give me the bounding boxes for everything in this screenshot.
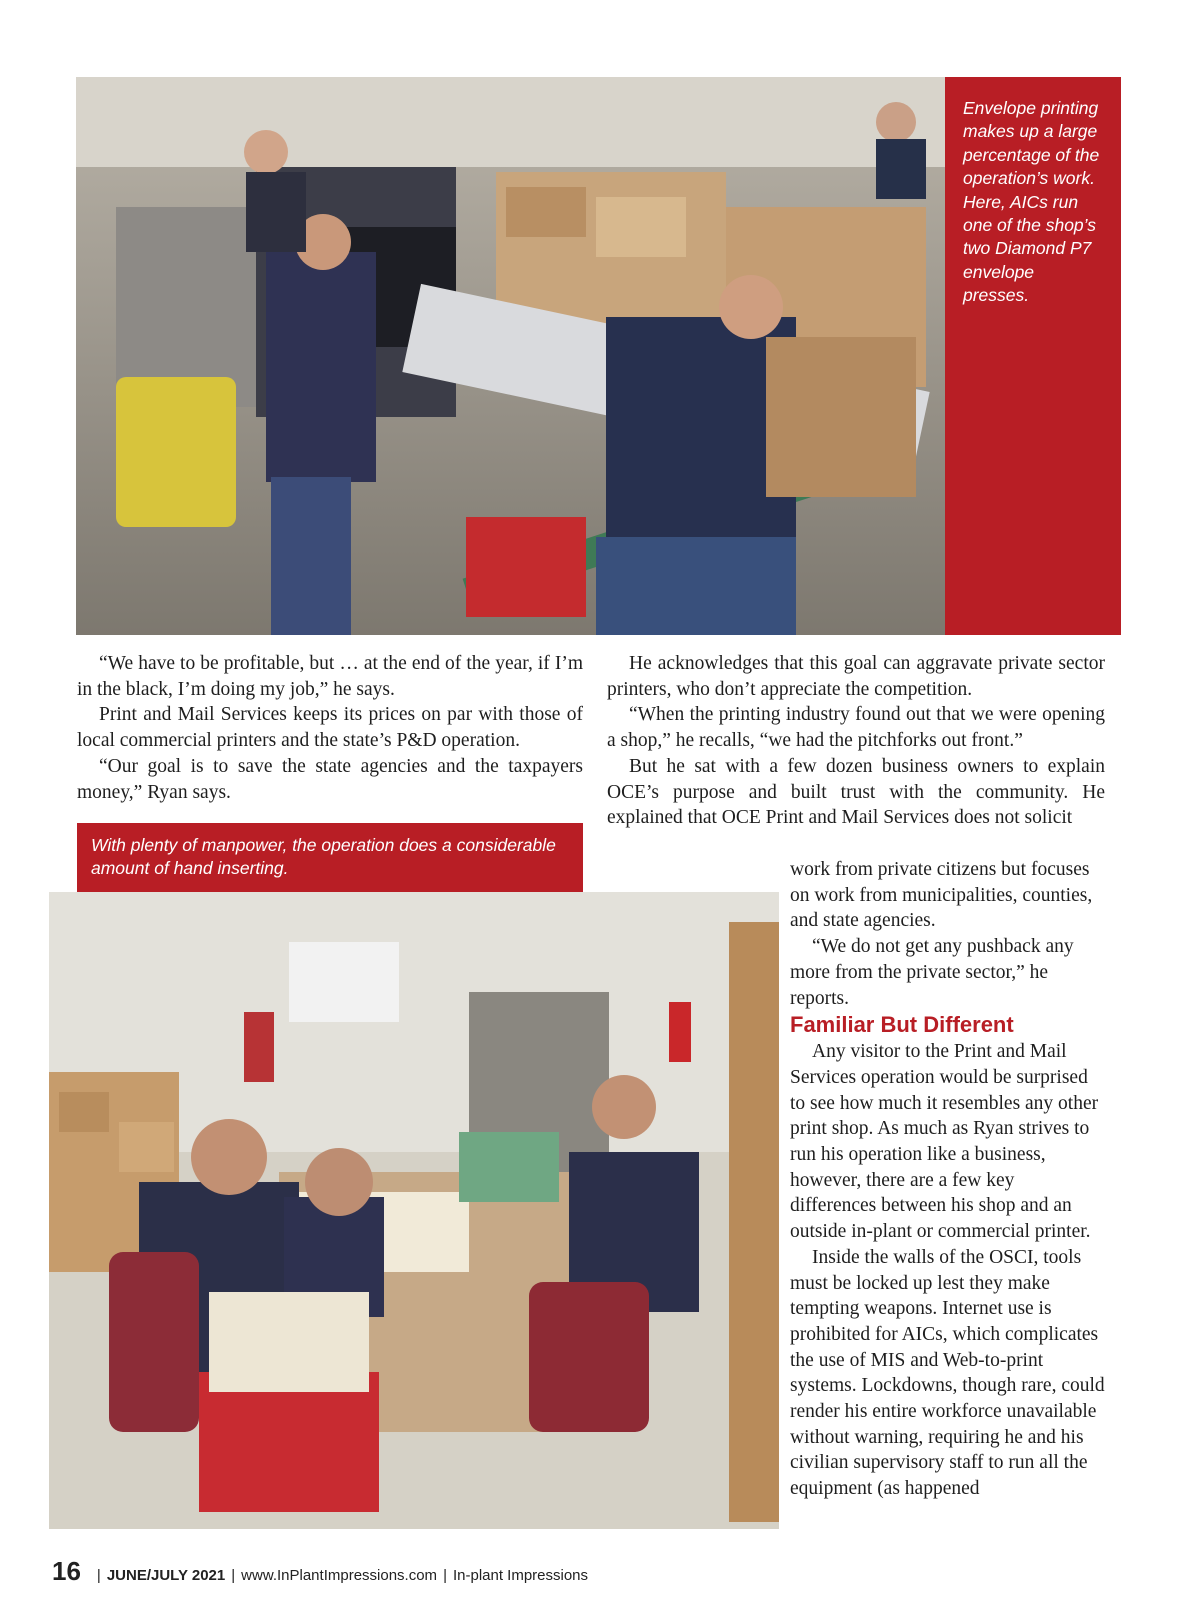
page-number: 16 [52, 1556, 81, 1586]
paragraph: “When the printing industry found out that we were opening a shop,” he recalls, “we had the pitchforks out front.” [607, 704, 1105, 752]
website-url: www.InPlantImpressions.com [241, 1567, 438, 1584]
paragraph: “Our goal is to save the state agencies and the taxpayers money,” Ryan says. [77, 755, 583, 803]
envelope-press-photo [76, 77, 945, 635]
publication-name: In-plant Impressions [452, 1567, 589, 1584]
paragraph: “We have to be profitable, but … at the end of the year, if I’m in the black, I’m doing my job,” he says. [77, 653, 583, 700]
page-footer: 16 | JUNE/JULY 2021 | www.InPlantImpressions.com | In-plant Impressions [52, 1556, 589, 1586]
bottom-photo-caption: With plenty of manpower, the operation does a considerable amount of hand inserting. [91, 835, 556, 879]
paragraph: Print and Mail Services keeps its prices on par with those of local commercial printers and the state’s P&D operation. [77, 704, 583, 752]
article-column-3 [790, 857, 1105, 1502]
top-photo-caption-box [945, 77, 1121, 635]
issue-date: JUNE/JULY 2021 [106, 1567, 226, 1584]
paragraph: Any visitor to the Print and Mail Services operation would be surprised to see how much it resembles any other print shop. As much as Ryan strives to run his operation like a business, however, there are a few key differences between his shop and an outside in-plant or commercial printer. [790, 1041, 1099, 1243]
top-photo-caption: Envelope printing makes up a large percentage of the operation’s work. Here, AICs run one of the shop’s two Diamond P7 envelope presses. [963, 98, 1100, 306]
paragraph: He acknowledges that this goal can aggravate private sector printers, who don’t appreciate the competition. [607, 653, 1105, 700]
paragraph: But he sat with a few dozen business owners to explain OCE’s purpose and built trust with the community. He explained that OCE Print and Mail Services does not solicit [607, 755, 1105, 829]
paragraph: “We do not get any pushback any more from the private sector,” he reports. [790, 936, 1074, 1009]
bottom-photo-caption-box [77, 823, 583, 892]
paragraph: Inside the walls of the OSCI, tools must be locked up lest they make tempting weapons. Internet use is prohibited for AICs, which complicates the use of MIS and Web-to-print systems. Lockdowns, though rare, could render his entire workforce unavailable without warning, requiring he and his civilian supervisory staff to run all the equipment (as happened [790, 1246, 1105, 1500]
hand-inserting-photo [49, 892, 779, 1529]
article-column-1 [77, 651, 583, 805]
article-column-2 [607, 651, 1105, 831]
paragraph: work from private citizens but focuses on work from municipalities, counties, and state agencies. [790, 859, 1093, 932]
section-heading: Familiar But Different [790, 1012, 1014, 1038]
